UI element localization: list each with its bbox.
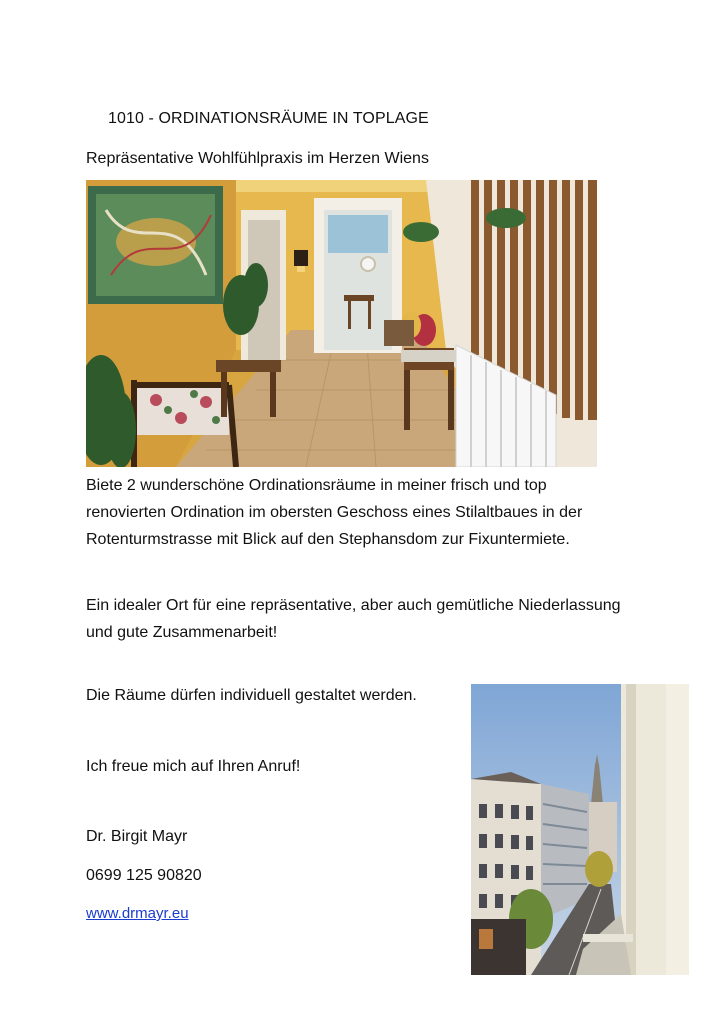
customization-note: Die Räume dürfen individuell gestaltet werden. <box>86 687 417 704</box>
call-invitation: Ich freue mich auf Ihren Anruf! <box>86 758 301 775</box>
street-view-photo <box>471 684 689 975</box>
document-heading: 1010 - ORDINATIONSRÄUME IN TOPLAGE <box>108 110 429 127</box>
document-subheading: Repräsentative Wohlfühlpraxis im Herzen Wiens <box>86 150 429 167</box>
benefits-paragraph: Ein idealer Ort für eine repräsentative, aber auch gemütliche Niederlassung und gute Zusammenarbeit! <box>86 597 621 641</box>
hallway-photo <box>86 180 597 467</box>
contact-name: Dr. Birgit Mayr <box>86 828 188 845</box>
website-link[interactable]: www.drmayr.eu <box>86 905 189 922</box>
description-paragraph: Biete 2 wunderschöne Ordinationsräume in meiner frisch und top renovierten Ordination im obersten Geschoss eines Stilaltbaues in der Rotenturmstrasse mit Blick auf den Stephansdom zur Fixuntermiete. <box>86 477 583 548</box>
contact-phone: 0699 125 90820 <box>86 867 202 884</box>
